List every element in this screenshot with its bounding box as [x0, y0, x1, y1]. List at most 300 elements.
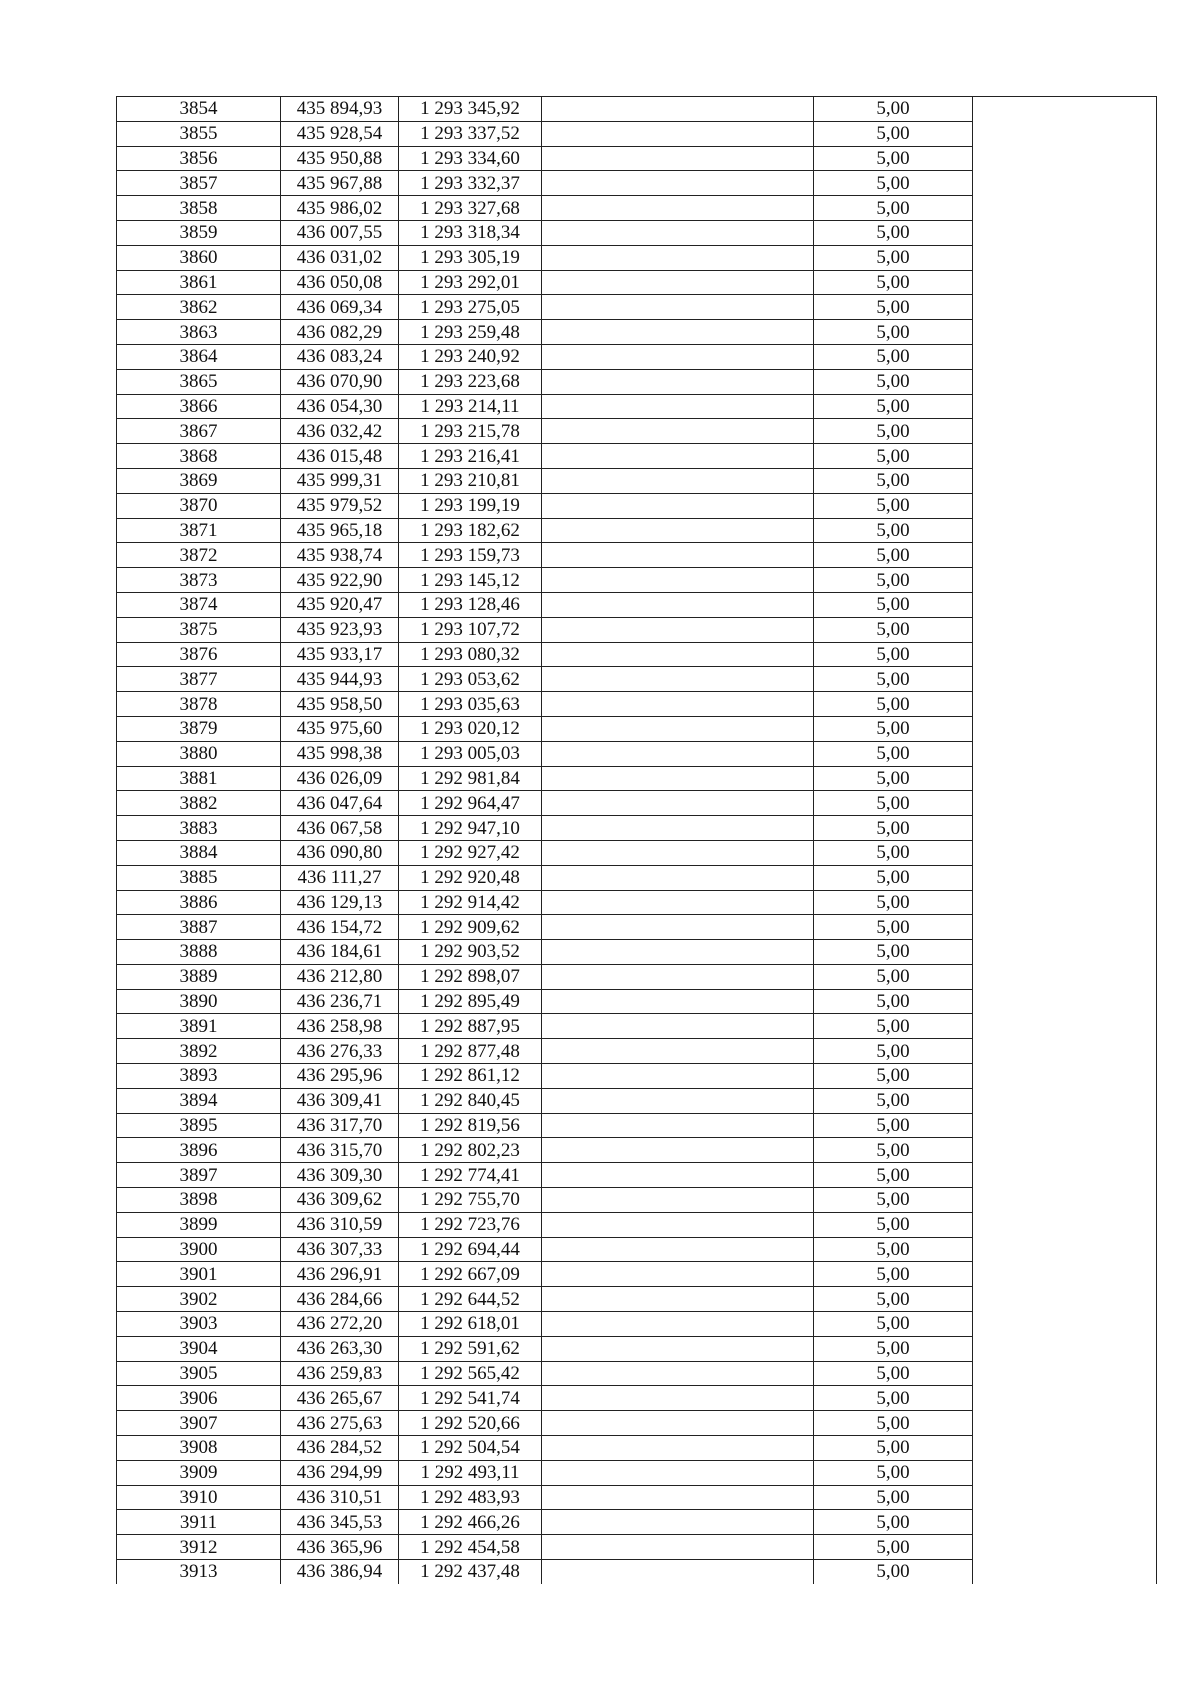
table-row [117, 1312, 1157, 1337]
point-number-cell: 3910 [117, 1485, 281, 1510]
x-coordinate-cell: 436 309,30 [281, 1163, 399, 1188]
empty-cell [542, 568, 814, 593]
point-number-cell: 3912 [117, 1535, 281, 1560]
table-row [117, 1039, 1157, 1064]
table-row [117, 592, 1157, 617]
point-number-cell: 3903 [117, 1312, 281, 1337]
accuracy-value-cell: 5,00 [814, 1262, 973, 1287]
empty-cell [542, 1287, 814, 1312]
point-number-cell: 3913 [117, 1560, 281, 1584]
table-row [117, 964, 1157, 989]
accuracy-value-cell: 5,00 [814, 171, 973, 196]
x-coordinate-cell: 436 154,72 [281, 915, 399, 940]
y-coordinate-cell: 1 292 898,07 [399, 964, 542, 989]
x-coordinate-cell: 435 920,47 [281, 592, 399, 617]
note-cell [973, 989, 1157, 1014]
x-coordinate-cell: 435 938,74 [281, 543, 399, 568]
y-coordinate-cell: 1 293 259,48 [399, 320, 542, 345]
empty-cell [542, 344, 814, 369]
table-row [117, 1560, 1157, 1584]
note-cell [973, 890, 1157, 915]
table-row [117, 1064, 1157, 1089]
empty-cell [542, 1436, 814, 1461]
x-coordinate-cell: 436 047,64 [281, 791, 399, 816]
point-number-cell: 3892 [117, 1039, 281, 1064]
x-coordinate-cell: 436 259,83 [281, 1361, 399, 1386]
accuracy-value-cell: 5,00 [814, 1312, 973, 1337]
x-coordinate-cell: 436 067,58 [281, 816, 399, 841]
note-cell [973, 196, 1157, 221]
y-coordinate-cell: 1 292 895,49 [399, 989, 542, 1014]
table-row [117, 1386, 1157, 1411]
note-cell [973, 245, 1157, 270]
table-row [117, 1212, 1157, 1237]
y-coordinate-cell: 1 292 964,47 [399, 791, 542, 816]
table-row [117, 1262, 1157, 1287]
note-cell [973, 1262, 1157, 1287]
table-row [117, 97, 1157, 122]
x-coordinate-cell: 436 263,30 [281, 1336, 399, 1361]
x-coordinate-cell: 436 310,59 [281, 1212, 399, 1237]
table-row [117, 171, 1157, 196]
empty-cell [542, 1336, 814, 1361]
note-cell [973, 642, 1157, 667]
point-number-cell: 3870 [117, 493, 281, 518]
note-cell [973, 171, 1157, 196]
note-cell [973, 692, 1157, 717]
point-number-cell: 3867 [117, 419, 281, 444]
point-number-cell: 3880 [117, 741, 281, 766]
table-row [117, 419, 1157, 444]
empty-cell [542, 1138, 814, 1163]
empty-cell [542, 940, 814, 965]
empty-cell [542, 493, 814, 518]
table-row [117, 741, 1157, 766]
accuracy-value-cell: 5,00 [814, 865, 973, 890]
empty-cell [542, 1485, 814, 1510]
note-cell [973, 1237, 1157, 1262]
x-coordinate-cell: 436 090,80 [281, 840, 399, 865]
x-coordinate-cell: 436 031,02 [281, 245, 399, 270]
accuracy-value-cell: 5,00 [814, 915, 973, 940]
point-number-cell: 3896 [117, 1138, 281, 1163]
accuracy-value-cell: 5,00 [814, 568, 973, 593]
note-cell [973, 617, 1157, 642]
table-row [117, 1336, 1157, 1361]
x-coordinate-cell: 435 928,54 [281, 121, 399, 146]
empty-cell [542, 1460, 814, 1485]
empty-cell [542, 766, 814, 791]
accuracy-value-cell: 5,00 [814, 1163, 973, 1188]
point-number-cell: 3906 [117, 1386, 281, 1411]
table-row [117, 642, 1157, 667]
x-coordinate-cell: 436 284,66 [281, 1287, 399, 1312]
y-coordinate-cell: 1 293 053,62 [399, 667, 542, 692]
table-row [117, 568, 1157, 593]
point-number-cell: 3866 [117, 394, 281, 419]
point-number-cell: 3893 [117, 1064, 281, 1089]
x-coordinate-cell: 436 032,42 [281, 419, 399, 444]
y-coordinate-cell: 1 293 107,72 [399, 617, 542, 642]
accuracy-value-cell: 5,00 [814, 1460, 973, 1485]
note-cell [973, 1113, 1157, 1138]
y-coordinate-cell: 1 293 005,03 [399, 741, 542, 766]
accuracy-value-cell: 5,00 [814, 667, 973, 692]
x-coordinate-cell: 435 998,38 [281, 741, 399, 766]
table-row [117, 667, 1157, 692]
empty-cell [542, 320, 814, 345]
y-coordinate-cell: 1 292 694,44 [399, 1237, 542, 1262]
table-row [117, 1485, 1157, 1510]
x-coordinate-cell: 436 276,33 [281, 1039, 399, 1064]
empty-cell [542, 642, 814, 667]
point-number-cell: 3889 [117, 964, 281, 989]
note-cell [973, 940, 1157, 965]
note-cell [973, 1510, 1157, 1535]
x-coordinate-cell: 436 069,34 [281, 295, 399, 320]
x-coordinate-cell: 435 933,17 [281, 642, 399, 667]
point-number-cell: 3864 [117, 344, 281, 369]
note-cell [973, 1212, 1157, 1237]
x-coordinate-cell: 436 026,09 [281, 766, 399, 791]
x-coordinate-cell: 435 979,52 [281, 493, 399, 518]
table-row [117, 1138, 1157, 1163]
accuracy-value-cell: 5,00 [814, 121, 973, 146]
y-coordinate-cell: 1 292 840,45 [399, 1088, 542, 1113]
y-coordinate-cell: 1 293 216,41 [399, 444, 542, 469]
point-number-cell: 3884 [117, 840, 281, 865]
point-number-cell: 3883 [117, 816, 281, 841]
accuracy-value-cell: 5,00 [814, 1237, 973, 1262]
empty-cell [542, 1386, 814, 1411]
table-row [117, 493, 1157, 518]
point-number-cell: 3895 [117, 1113, 281, 1138]
table-row [117, 121, 1157, 146]
accuracy-value-cell: 5,00 [814, 1535, 973, 1560]
y-coordinate-cell: 1 292 437,48 [399, 1560, 542, 1584]
y-coordinate-cell: 1 293 345,92 [399, 97, 542, 122]
y-coordinate-cell: 1 292 483,93 [399, 1485, 542, 1510]
y-coordinate-cell: 1 292 981,84 [399, 766, 542, 791]
table-row [117, 245, 1157, 270]
accuracy-value-cell: 5,00 [814, 840, 973, 865]
table-row [117, 1188, 1157, 1213]
accuracy-value-cell: 5,00 [814, 1436, 973, 1461]
y-coordinate-cell: 1 293 020,12 [399, 716, 542, 741]
x-coordinate-cell: 436 310,51 [281, 1485, 399, 1510]
empty-cell [542, 1535, 814, 1560]
point-number-cell: 3888 [117, 940, 281, 965]
accuracy-value-cell: 5,00 [814, 444, 973, 469]
y-coordinate-cell: 1 292 755,70 [399, 1188, 542, 1213]
point-number-cell: 3897 [117, 1163, 281, 1188]
x-coordinate-cell: 436 050,08 [281, 270, 399, 295]
point-number-cell: 3907 [117, 1411, 281, 1436]
point-number-cell: 3859 [117, 220, 281, 245]
point-number-cell: 3875 [117, 617, 281, 642]
y-coordinate-cell: 1 293 292,01 [399, 270, 542, 295]
y-coordinate-cell: 1 292 541,74 [399, 1386, 542, 1411]
point-number-cell: 3856 [117, 146, 281, 171]
note-cell [973, 1138, 1157, 1163]
point-number-cell: 3862 [117, 295, 281, 320]
y-coordinate-cell: 1 293 199,19 [399, 493, 542, 518]
x-coordinate-cell: 435 923,93 [281, 617, 399, 642]
empty-cell [542, 121, 814, 146]
empty-cell [542, 890, 814, 915]
point-number-cell: 3879 [117, 716, 281, 741]
empty-cell [542, 964, 814, 989]
empty-cell [542, 1262, 814, 1287]
y-coordinate-cell: 1 293 332,37 [399, 171, 542, 196]
y-coordinate-cell: 1 292 927,42 [399, 840, 542, 865]
y-coordinate-cell: 1 292 903,52 [399, 940, 542, 965]
accuracy-value-cell: 5,00 [814, 344, 973, 369]
accuracy-value-cell: 5,00 [814, 1560, 973, 1584]
table-row [117, 1113, 1157, 1138]
empty-cell [542, 146, 814, 171]
y-coordinate-cell: 1 292 504,54 [399, 1436, 542, 1461]
empty-cell [542, 1188, 814, 1213]
note-cell [973, 1188, 1157, 1213]
note-cell [973, 1064, 1157, 1089]
accuracy-value-cell: 5,00 [814, 220, 973, 245]
note-cell [973, 1163, 1157, 1188]
table-row [117, 1510, 1157, 1535]
point-number-cell: 3911 [117, 1510, 281, 1535]
point-number-cell: 3857 [117, 171, 281, 196]
point-number-cell: 3873 [117, 568, 281, 593]
note-cell [973, 1485, 1157, 1510]
empty-cell [542, 295, 814, 320]
empty-cell [542, 1312, 814, 1337]
note-cell [973, 1039, 1157, 1064]
accuracy-value-cell: 5,00 [814, 196, 973, 221]
point-number-cell: 3887 [117, 915, 281, 940]
y-coordinate-cell: 1 292 909,62 [399, 915, 542, 940]
x-coordinate-cell: 436 295,96 [281, 1064, 399, 1089]
empty-cell [542, 741, 814, 766]
y-coordinate-cell: 1 292 877,48 [399, 1039, 542, 1064]
x-coordinate-cell: 436 345,53 [281, 1510, 399, 1535]
empty-cell [542, 220, 814, 245]
note-cell [973, 1535, 1157, 1560]
point-number-cell: 3899 [117, 1212, 281, 1237]
point-number-cell: 3874 [117, 592, 281, 617]
accuracy-value-cell: 5,00 [814, 394, 973, 419]
point-number-cell: 3869 [117, 468, 281, 493]
accuracy-value-cell: 5,00 [814, 816, 973, 841]
accuracy-value-cell: 5,00 [814, 1088, 973, 1113]
y-coordinate-cell: 1 293 305,19 [399, 245, 542, 270]
table-row [117, 1460, 1157, 1485]
x-coordinate-cell: 436 307,33 [281, 1237, 399, 1262]
empty-cell [542, 97, 814, 122]
point-number-cell: 3898 [117, 1188, 281, 1213]
x-coordinate-cell: 436 309,62 [281, 1188, 399, 1213]
note-cell [973, 741, 1157, 766]
point-number-cell: 3858 [117, 196, 281, 221]
accuracy-value-cell: 5,00 [814, 419, 973, 444]
note-cell [973, 667, 1157, 692]
empty-cell [542, 1163, 814, 1188]
note-cell [973, 121, 1157, 146]
table-row [117, 444, 1157, 469]
x-coordinate-cell: 436 129,13 [281, 890, 399, 915]
x-coordinate-cell: 436 265,67 [281, 1386, 399, 1411]
table-row [117, 816, 1157, 841]
accuracy-value-cell: 5,00 [814, 890, 973, 915]
point-number-cell: 3861 [117, 270, 281, 295]
table-row [117, 196, 1157, 221]
empty-cell [542, 270, 814, 295]
note-cell [973, 716, 1157, 741]
empty-cell [542, 617, 814, 642]
accuracy-value-cell: 5,00 [814, 741, 973, 766]
note-cell [973, 1436, 1157, 1461]
empty-cell [542, 245, 814, 270]
x-coordinate-cell: 436 083,24 [281, 344, 399, 369]
accuracy-value-cell: 5,00 [814, 1411, 973, 1436]
x-coordinate-cell: 436 236,71 [281, 989, 399, 1014]
x-coordinate-cell: 436 294,99 [281, 1460, 399, 1485]
table-row [117, 1163, 1157, 1188]
x-coordinate-cell: 435 894,93 [281, 97, 399, 122]
point-number-cell: 3876 [117, 642, 281, 667]
note-cell [973, 915, 1157, 940]
x-coordinate-cell: 435 986,02 [281, 196, 399, 221]
empty-cell [542, 1510, 814, 1535]
y-coordinate-cell: 1 292 819,56 [399, 1113, 542, 1138]
note-cell [973, 1088, 1157, 1113]
point-number-cell: 3860 [117, 245, 281, 270]
point-number-cell: 3885 [117, 865, 281, 890]
table-row [117, 270, 1157, 295]
y-coordinate-cell: 1 292 947,10 [399, 816, 542, 841]
note-cell [973, 419, 1157, 444]
accuracy-value-cell: 5,00 [814, 940, 973, 965]
table-row [117, 865, 1157, 890]
x-coordinate-cell: 436 365,96 [281, 1535, 399, 1560]
y-coordinate-cell: 1 292 723,76 [399, 1212, 542, 1237]
note-cell [973, 964, 1157, 989]
note-cell [973, 1361, 1157, 1386]
table-row [117, 369, 1157, 394]
table-row [117, 1014, 1157, 1039]
note-cell [973, 791, 1157, 816]
table-row [117, 617, 1157, 642]
note-cell [973, 394, 1157, 419]
empty-cell [542, 1560, 814, 1584]
table-row [117, 468, 1157, 493]
accuracy-value-cell: 5,00 [814, 320, 973, 345]
accuracy-value-cell: 5,00 [814, 1113, 973, 1138]
empty-cell [542, 369, 814, 394]
empty-cell [542, 1212, 814, 1237]
x-coordinate-cell: 436 054,30 [281, 394, 399, 419]
accuracy-value-cell: 5,00 [814, 716, 973, 741]
note-cell [973, 97, 1157, 122]
x-coordinate-cell: 436 275,63 [281, 1411, 399, 1436]
y-coordinate-cell: 1 293 275,05 [399, 295, 542, 320]
y-coordinate-cell: 1 293 337,52 [399, 121, 542, 146]
note-cell [973, 1014, 1157, 1039]
x-coordinate-cell: 436 015,48 [281, 444, 399, 469]
note-cell [973, 1460, 1157, 1485]
accuracy-value-cell: 5,00 [814, 543, 973, 568]
table-row [117, 220, 1157, 245]
point-number-cell: 3872 [117, 543, 281, 568]
accuracy-value-cell: 5,00 [814, 592, 973, 617]
y-coordinate-cell: 1 293 035,63 [399, 692, 542, 717]
note-cell [973, 1386, 1157, 1411]
note-cell [973, 518, 1157, 543]
table-row [117, 394, 1157, 419]
empty-cell [542, 1014, 814, 1039]
y-coordinate-cell: 1 292 454,58 [399, 1535, 542, 1560]
x-coordinate-cell: 436 082,29 [281, 320, 399, 345]
x-coordinate-cell: 436 212,80 [281, 964, 399, 989]
accuracy-value-cell: 5,00 [814, 791, 973, 816]
y-coordinate-cell: 1 292 493,11 [399, 1460, 542, 1485]
y-coordinate-cell: 1 293 327,68 [399, 196, 542, 221]
accuracy-value-cell: 5,00 [814, 295, 973, 320]
y-coordinate-cell: 1 293 128,46 [399, 592, 542, 617]
y-coordinate-cell: 1 292 774,41 [399, 1163, 542, 1188]
accuracy-value-cell: 5,00 [814, 964, 973, 989]
accuracy-value-cell: 5,00 [814, 1485, 973, 1510]
note-cell [973, 270, 1157, 295]
point-number-cell: 3865 [117, 369, 281, 394]
y-coordinate-cell: 1 292 914,42 [399, 890, 542, 915]
empty-cell [542, 419, 814, 444]
empty-cell [542, 1064, 814, 1089]
table-row [117, 890, 1157, 915]
x-coordinate-cell: 435 922,90 [281, 568, 399, 593]
x-coordinate-cell: 435 965,18 [281, 518, 399, 543]
x-coordinate-cell: 436 296,91 [281, 1262, 399, 1287]
table-row [117, 1436, 1157, 1461]
note-cell [973, 1560, 1157, 1584]
x-coordinate-cell: 436 309,41 [281, 1088, 399, 1113]
empty-cell [542, 816, 814, 841]
x-coordinate-cell: 435 999,31 [281, 468, 399, 493]
empty-cell [542, 865, 814, 890]
table-row [117, 543, 1157, 568]
accuracy-value-cell: 5,00 [814, 1336, 973, 1361]
table-row [117, 1535, 1157, 1560]
point-number-cell: 3881 [117, 766, 281, 791]
note-cell [973, 146, 1157, 171]
accuracy-value-cell: 5,00 [814, 1510, 973, 1535]
empty-cell [542, 592, 814, 617]
empty-cell [542, 1237, 814, 1262]
note-cell [973, 1287, 1157, 1312]
empty-cell [542, 667, 814, 692]
y-coordinate-cell: 1 292 591,62 [399, 1336, 542, 1361]
point-number-cell: 3891 [117, 1014, 281, 1039]
note-cell [973, 295, 1157, 320]
x-coordinate-cell: 436 184,61 [281, 940, 399, 965]
note-cell [973, 543, 1157, 568]
x-coordinate-cell: 435 944,93 [281, 667, 399, 692]
table-row [117, 1361, 1157, 1386]
table-row [117, 915, 1157, 940]
y-coordinate-cell: 1 293 182,62 [399, 518, 542, 543]
empty-cell [542, 171, 814, 196]
x-coordinate-cell: 436 007,55 [281, 220, 399, 245]
empty-cell [542, 543, 814, 568]
